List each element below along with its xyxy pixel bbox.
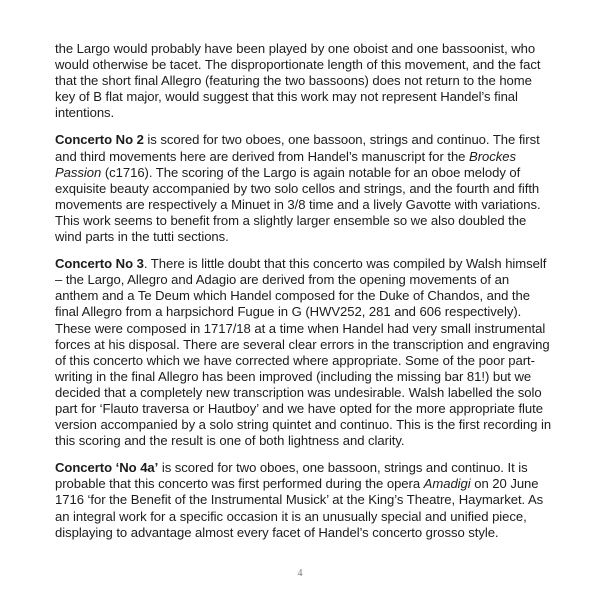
concerto-heading: Concerto No 2 (55, 132, 144, 148)
paragraph-text: (c1716). The scoring of the Largo is again notable for an oboe melody of exquisite beauty accompanied by two solo cellos and strings, and the fourth and fifth movements are respectively a Minuet in 3/8 time and a lively Gavotte with variations. This work seems to benefit from a slightly larger ensemble so we also doubled the wind parts in the tutti sections. (55, 164, 541, 245)
paragraph-text: on 20 June 1716 ‘for the Benefit of the Instrumental Musick’ at the King’s Theatre, Haymarket. As an integral work for a specific occasion it is an unusually special and unified piece, displaying to advantage almost every facet of Handel’s concerto grosso style. (55, 476, 544, 540)
paragraph-text: . There is little doubt that this concerto was compiled by Walsh himself – the Largo, Allegro and Adagio are derived from the opening movements of an anthem and a Te Deum which Handel composed for the Duke of Chandos, and the final Allegro from a harpsichord Fugue in G (HWV252, 281 and 606 respectively). These were composed in 1717/18 at a time when Handel had very small instrumental forces at his disposal. There are several clear errors in the transcription and engraving of this concerto which we have corrected where appropriate. Some of the poor part-writing in the final Allegro has been improved (including the missing bar 81!) but we decided that a completely new transcription was undesirable. Walsh labelled the solo part for ‘Flauto traversa or Hautboy’ and we have opted for the more appropriate flute version accompanied by a solo string quintet and continuo. This is the first recording in this scoring and the result is one of both lightness and clarity. (55, 256, 552, 449)
paragraph-concerto-2 (55, 132, 555, 245)
concerto-heading: Concerto ‘No 4a’ (55, 460, 159, 476)
paragraph-text: is scored for two oboes, one bassoon, strings and continuo. It is probable that this concerto was first performed during the opera (55, 460, 528, 492)
paragraph-text: is scored for two oboes, one bassoon, strings and continuo. The first and third movements here are derived from Handel’s manuscript for the (55, 132, 540, 164)
concerto-heading: Concerto No 3 (55, 256, 144, 272)
booklet-page (55, 41, 555, 552)
page-number: 4 (297, 568, 303, 579)
paragraph-largo-continuation (55, 41, 555, 121)
work-title: Brockes Passion (55, 148, 516, 180)
paragraph-concerto-4a (55, 460, 555, 540)
work-title: Amadigi (423, 476, 471, 492)
paragraph-concerto-3 (55, 256, 555, 449)
paragraph-text: the Largo would probably have been played by one oboist and one bassoonist, who would otherwise be tacet. The disproportionate length of this movement, and the fact that the short final Allegro (featuring the two bassoons) does not return to the home key of B flat major, would suggest that this work may not represent Handel’s final intentions. (55, 41, 541, 121)
